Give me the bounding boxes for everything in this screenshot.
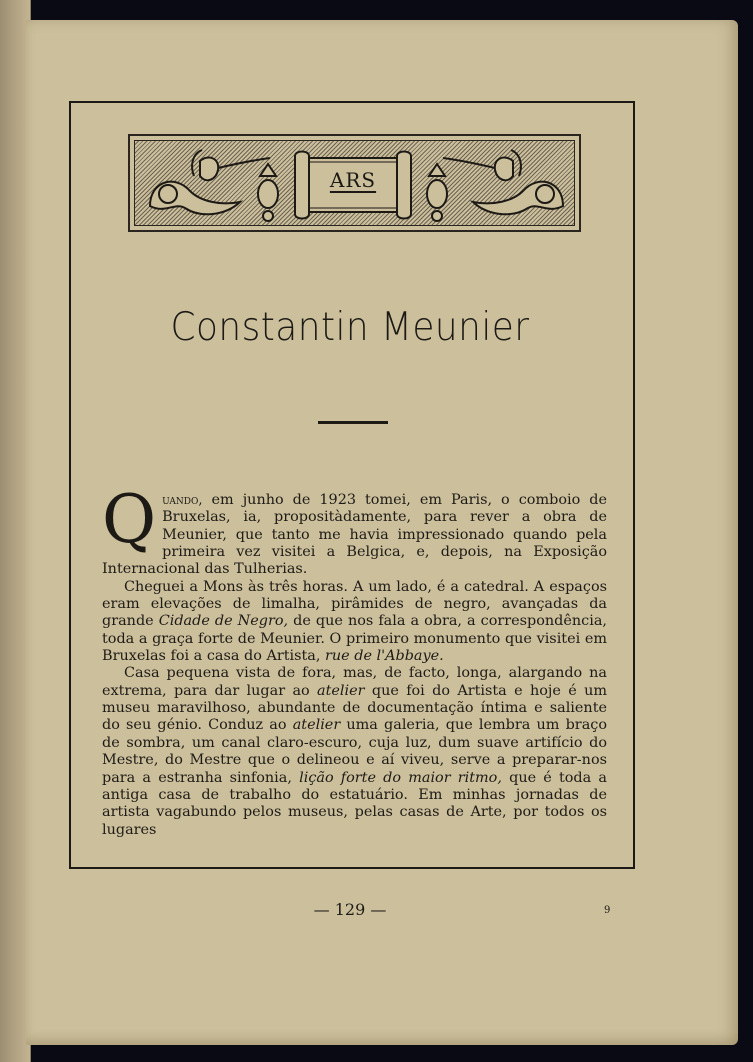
- paragraph-3-text-b: que foi do Artista e hoje é um museu maravilhoso, abundante de documentação íntima e saliente do seu génio. Conduz ao: [102, 682, 607, 734]
- paragraph-2-emphasis-1: Cidade de Negro,: [158, 613, 289, 630]
- paragraph-2-emphasis-2: rue de l'Abbaye.: [325, 648, 444, 665]
- paragraph-3-emphasis-2: atelier: [292, 717, 341, 734]
- signature-mark: 9: [604, 905, 611, 916]
- paragraph-3-emphasis-3: lição forte do maior ritmo,: [299, 769, 502, 786]
- paragraph-2-text-b: de que nos fala a obra, a correspondência, toda a graça forte de Meunier. O primeiro monumento que visitei em Bruxelas foi a casa do Artista,: [102, 613, 607, 665]
- paragraph-3-text-c: uma galeria, que lembra um braço de sombra, um canal claro-escuro, cuja luz, dum suave artifício do Mestre, do Mestre que o delineou e aí viveu, serve a preparar-nos para a estranha sinfonia,: [102, 717, 607, 786]
- banner-label: ARS: [329, 168, 377, 192]
- paragraph-2-text-a: Cheguei a Mons às três horas. A um lado, é a catedral. A espaços eram elevações de limalha, pirâmides de negro, avançadas da grande: [102, 578, 607, 630]
- drop-cap: Q: [102, 481, 157, 558]
- paragraph-3: [102, 665, 607, 838]
- paragraph-2: [102, 579, 607, 666]
- article-title: Constantin Meunier: [170, 305, 530, 350]
- paragraph-1-text: em junho de 1923 tomei, em Paris, o comboio de Bruxelas, ia, propositàdamente, para rever a obra de Meunier, que tanto me havia impressionado quando pela primeira vez visitei a Belgica, e, depois, na Exposição Internacional das Tulherias.: [102, 492, 607, 578]
- paragraph-3-text-a: Casa pequena vista de fora, mas, de facto, longa, alargando na extrema, para dar lugar ao: [102, 665, 607, 699]
- title-divider: [318, 421, 388, 424]
- lead-word: uando,: [162, 493, 203, 508]
- paragraph-1: [102, 481, 607, 579]
- page-number: — 129 —: [313, 900, 387, 919]
- article-body: [102, 481, 607, 839]
- paragraph-3-text-d: que é toda a antiga casa de trabalho do estatuário. Em minhas jornadas de artista vagabundo pelos museus, pelas casas de Arte, por todos os lugares: [102, 769, 607, 838]
- paragraph-3-emphasis-1: atelier: [317, 682, 365, 699]
